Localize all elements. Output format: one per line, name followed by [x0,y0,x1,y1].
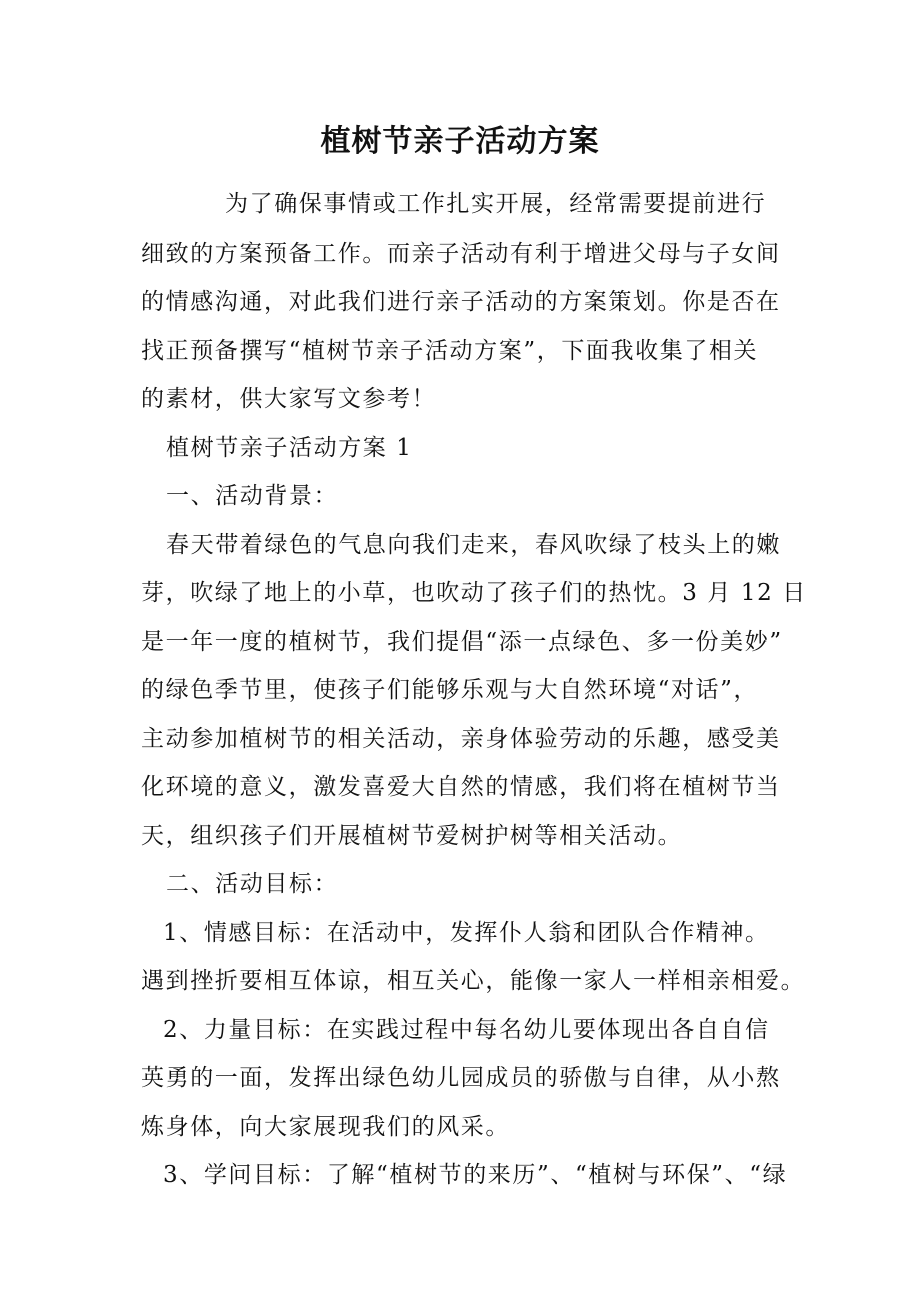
document-title: 植树节亲子活动方案 [320,124,600,159]
paragraph-line: 3、学问目标：了解“植树节的来历”、“植树与环保”、“绿 [163,1162,788,1188]
paragraph-line: 芽，吹绿了地上的小草，也吹动了孩子们的热忱。3 月 12 日 [141,580,807,606]
paragraph-line: 细致的方案预备工作。而亲子活动有利于增进父母与子女间 [141,241,781,267]
paragraph-line: 英勇的一面，发挥出绿色幼儿园成员的骄傲与自律，从小熬 [141,1065,781,1091]
paragraph-line: 找正预备撰写“植树节亲子活动方案”，下面我收集了相关 [141,338,759,364]
section-heading: 二、活动目标： [166,871,339,897]
section-heading: 一、活动背景： [166,483,339,509]
paragraph-line: 的绿色季节里，使孩子们能够乐观与大自然环境“对话”， [141,677,759,703]
section-heading: 植树节亲子活动方案 1 [166,435,413,461]
paragraph-line: 天，组织孩子们开展植树节爱树护树等相关活动。 [141,823,683,849]
paragraph-line: 2、力量目标：在实践过程中每名幼儿要体现出各自自信 [163,1017,770,1043]
paragraph-line: 化环境的意义，激发喜爱大自然的情感，我们将在植树节当 [141,774,781,800]
paragraph-line: 的素材，供大家写文参考！ [141,386,437,412]
paragraph-line: 1、情感目标：在活动中，发挥仆人翁和团队合作精神。 [163,920,770,946]
paragraph-line: 的情感沟通，对此我们进行亲子活动的方案策划。你是否在 [141,289,781,315]
paragraph-line: 为了确保事情或工作扎实开展，经常需要提前进行 [225,191,767,217]
paragraph-line: 遇到挫折要相互体谅，相互关心，能像一家人一样相亲相爱。 [141,968,806,994]
paragraph-line: 炼身体，向大家展现我们的风采。 [141,1114,510,1140]
paragraph-line: 春天带着绿色的气息向我们走来，春风吹绿了枝头上的嫩 [166,532,781,558]
paragraph-line: 主动参加植树节的相关活动，亲身体验劳动的乐趣，感受美 [141,726,781,752]
paragraph-line: 是一年一度的植树节，我们提倡“添一点绿色、多一份美妙” [141,629,783,655]
